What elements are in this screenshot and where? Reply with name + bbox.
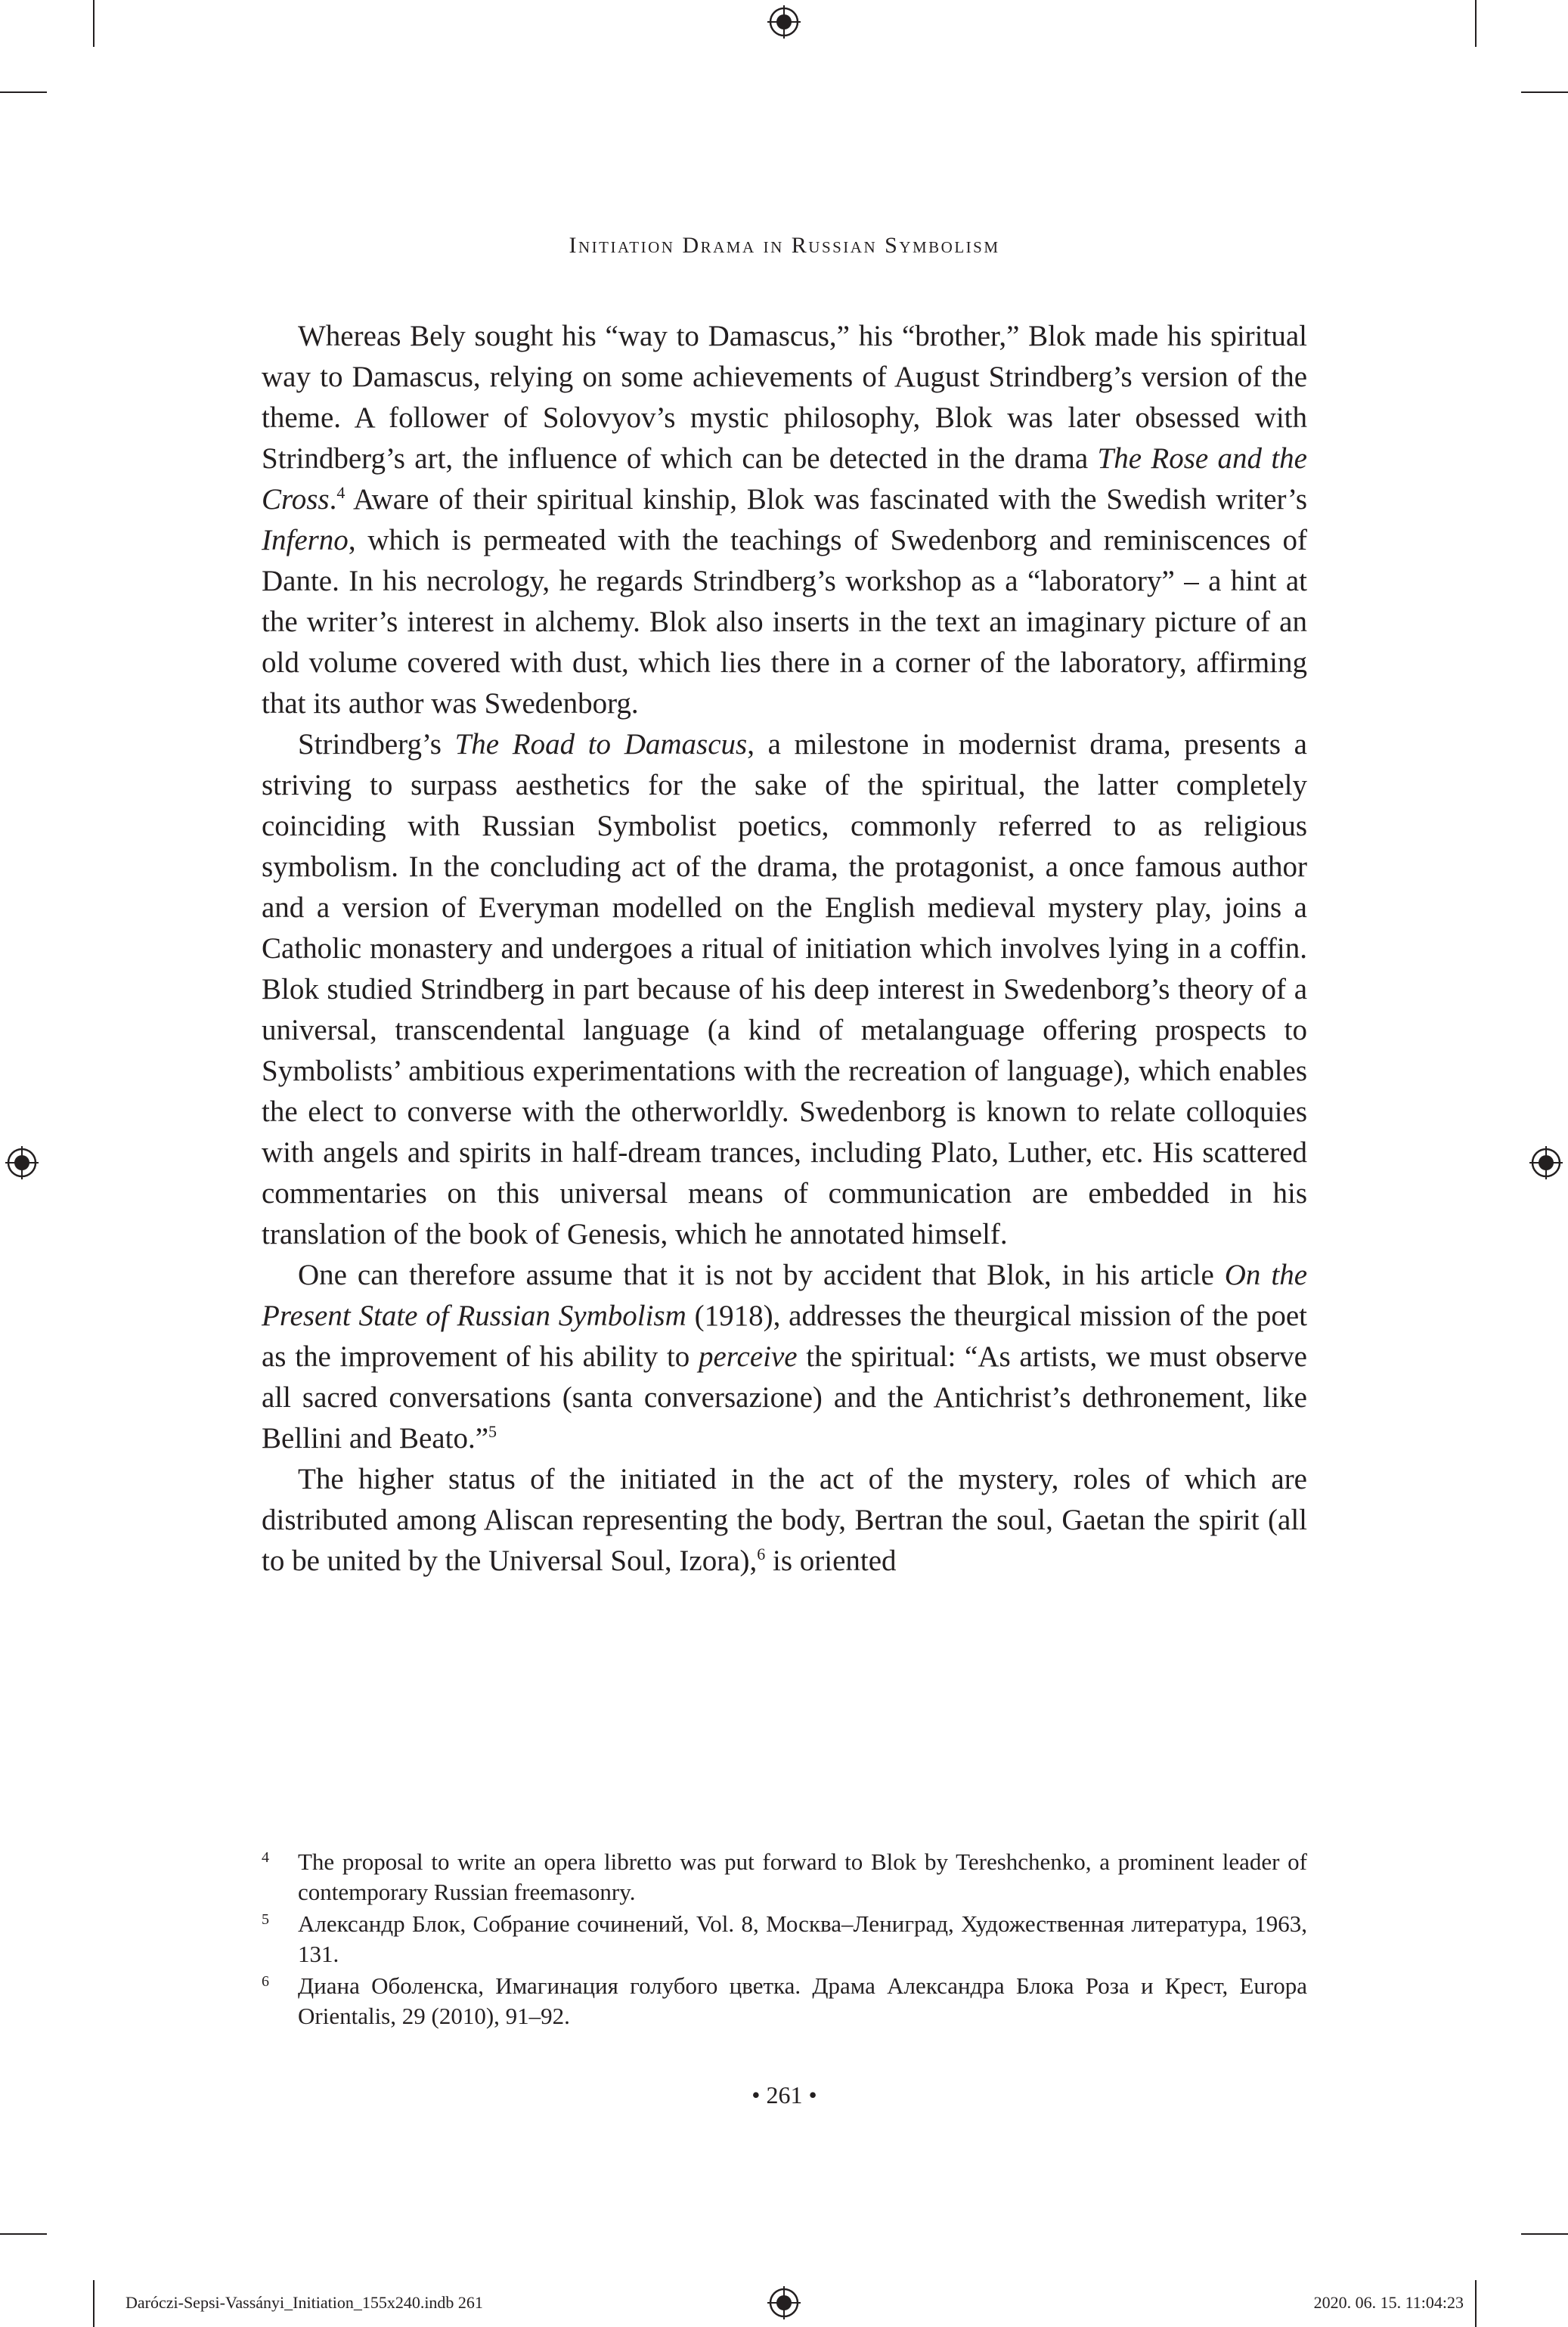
footnotes	[262, 1847, 1307, 2033]
footnote-ref[interactable]: 4	[336, 483, 346, 502]
registration-mark-icon	[767, 2286, 801, 2319]
page-number: • 261 •	[751, 2081, 817, 2109]
footnote	[262, 1847, 1307, 1907]
footnote-number: 5	[262, 1911, 269, 1928]
crop-mark	[1521, 91, 1568, 93]
footnote	[262, 1909, 1307, 1969]
footnote-text: Александр Блок, Собрание сочинений, Vol. 8, Москва–Лениград, Художественная литература, 1963, 131.	[298, 1910, 1307, 1967]
crop-mark	[93, 2280, 95, 2327]
registration-mark-icon	[5, 1146, 39, 1179]
paragraph: Strindberg’s The Road to Damascus, a milestone in modernist drama, presents a striving to surpass aesthetics for the sake of the spiritual, the latter completely coinciding with Russian Symbolist poetics, commonly referred to as religious symbolism. In the concluding act of the drama, the protagonist, a once famous author and a version of Everyman modelled on the English medieval mystery play, joins a Catholic monastery and undergoes a ritual of initiation which involves lying in a coffin. Blok studied Strindberg in part because of his deep interest in Swedenborg’s theory of a universal, transcendental language (a kind of metalanguage offering prospects to Symbolists’ ambitious experimentations with the recreation of language), which enables the elect to converse with the otherworldly. Swedenborg is known to relate colloquies with angels and spirits in half-dream trances, including Plato, Luther, etc. His scattered commentaries on this universal means of communication are embedded in his translation of the book of Genesis, which he annotated himself.	[262, 728, 1307, 1250]
slug-timestamp: 2020. 06. 15. 11:04:23	[1313, 2293, 1464, 2312]
footnote	[262, 1971, 1307, 2031]
footnote-text: The proposal to write an opera libretto was put forward to Blok by Tereshchenko, a prominent leader of contemporary Russian freemasonry.	[298, 1848, 1307, 1905]
footnote-text: Диана Оболенска, Имагинация голубого цветка. Драма Александра Блока Роза и Крест, Europa Orientalis, 29 (2010), 91–92.	[298, 1972, 1307, 2029]
paragraph: The higher status of the initiated in the act of the mystery, roles of which are distributed among Aliscan representing the body, Bertran the soul, Gaetan the spirit (all to be united by the Universal Soul, Izora),$^6$ is oriented	[262, 1463, 1307, 1577]
crop-mark	[93, 0, 95, 47]
footnote-ref[interactable]: 6	[757, 1545, 766, 1563]
crop-mark	[0, 2233, 47, 2235]
registration-mark-icon	[1529, 1146, 1563, 1179]
crop-mark	[0, 91, 47, 93]
slug-filename: Daróczi-Sepsi-Vassányi_Initiation_155x240.indb 261	[126, 2293, 483, 2312]
footnote-number: 4	[262, 1849, 269, 1866]
body-text	[262, 316, 1307, 1582]
footnote-ref[interactable]: 5	[488, 1422, 497, 1441]
paragraph: Whereas Bely sought his “way to Damascus,” his “brother,” Blok made his spiritual way to Damascus, relying on some achievements of August Strindberg’s version of the theme. A follower of Solovyov’s mystic philosophy, Blok was later obsessed with Strindberg’s art, the influence of which can be detected in the drama The Rose and the Cross.$^4$ Aware of their spiritual kinship, Blok was fascinated with the Swedish writer’s Inferno, which is permeated with the teachings of Swedenborg and reminiscences of Dante. In his necrology, he regards Strindberg’s workshop as a “laboratory” – a hint at the writer’s interest in alchemy. Blok also inserts in the text an imaginary picture of an old volume covered with dust, which lies there in a corner of the laboratory, affirming that its author was Swedenborg.	[262, 320, 1307, 720]
registration-mark-icon	[767, 5, 801, 39]
crop-mark	[1475, 0, 1477, 47]
crop-mark	[1521, 2233, 1568, 2235]
running-header: Initiation Drama in Russian Symbolism	[569, 233, 1000, 258]
footnote-number: 6	[262, 1973, 269, 1990]
paragraph: One can therefore assume that it is not by accident that Blok, in his article On the Present State of Russian Symbolism (1918), addresses the theurgical mission of the poet as the improvement of his ability to perceive the spiritual: “As artists, we must observe all sacred conversations (santa conversazione) and the Antichrist’s dethronement, like Bellini and Beato.”$^5$	[262, 1259, 1307, 1455]
crop-mark	[1475, 2280, 1477, 2327]
